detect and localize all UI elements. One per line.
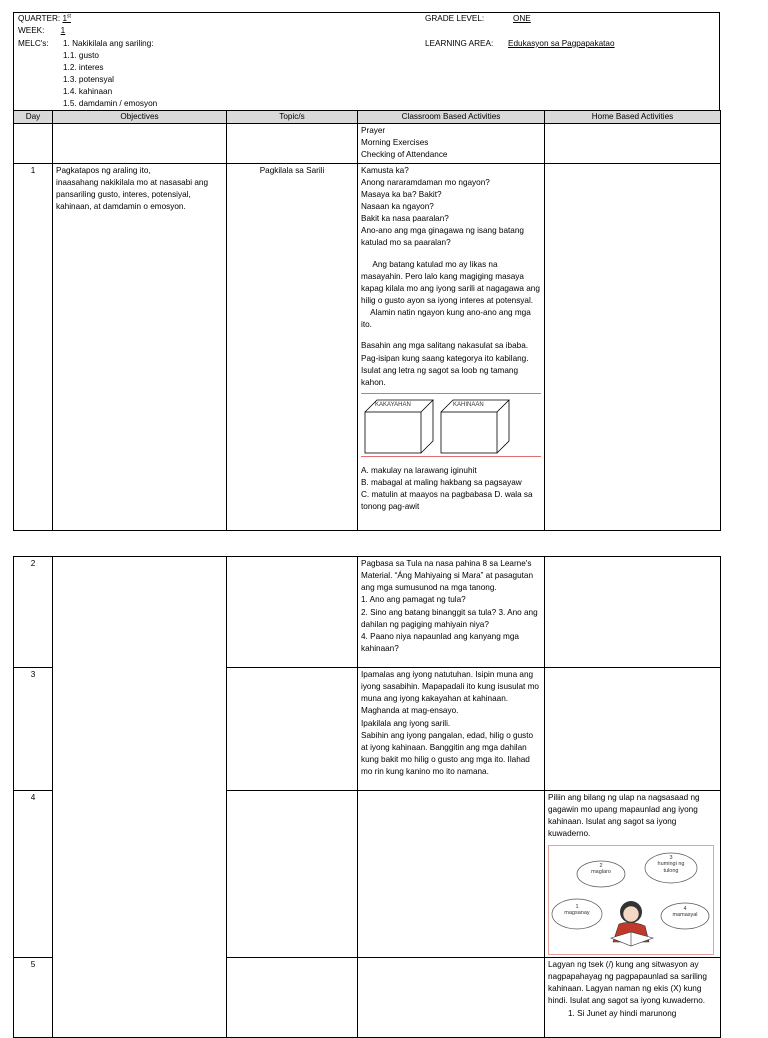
routine-item: Checking of Attendance	[361, 150, 448, 160]
topic-cell	[227, 668, 358, 791]
kakayahan-box	[365, 412, 421, 453]
table-header-row	[14, 111, 721, 124]
column-header-topics: Topic/s	[227, 111, 358, 124]
melc-item: 1.3. potensyal	[63, 75, 114, 84]
quarter-line	[18, 13, 71, 25]
melc-label: MELC's:	[18, 39, 49, 48]
home-activities-cell	[545, 958, 721, 1038]
week-value: 1	[60, 26, 66, 35]
cloud-label: 3 humingi ng tulong	[657, 854, 685, 874]
table-row	[14, 163, 721, 530]
situation-item: 1. Si Junet ay hindi marunong	[568, 1008, 677, 1018]
routine-item: Prayer	[361, 126, 386, 136]
kakayahan-label: KAKAYAHAN	[375, 401, 411, 408]
day-number: 3	[14, 668, 53, 791]
day-number: 1	[14, 163, 53, 530]
quarter-label: QUARTER:	[18, 14, 61, 23]
question-text: Ano-ano ang mga ginagawa ng isang batang katulad mo sa paaralan?	[361, 226, 524, 248]
paragraph-text: Sabihin ang iyong pangalan, edad, hilig o gusto at iyong kahinaan. Banggitin ang mga dahilan kung bakit mo hilig o gusto ang mga ito. Ilahad mo rin kung kanino mo ito namana.	[361, 730, 534, 777]
melc-item: 1.5. damdamin / emosyon	[63, 99, 158, 108]
paragraph-text: Pagbasa sa Tula na nasa pahina 8 sa Learne's Material. “Áng Mahiyaing si Mara” at pasagutan ang mga sumusunod na mga tanong.	[361, 559, 534, 593]
question-text: 2. Sino ang batang binanggit sa tula? 3. Ano ang dahilan ng pagiging mahiyain niya?	[361, 607, 538, 629]
cloud-label: 1 magsanay	[564, 903, 590, 917]
choice-item: C. matulin at maayos na pagbabasa D. wala sa tonong pag-awit	[361, 490, 533, 512]
day-number: 4	[14, 791, 53, 958]
topic-cell	[227, 791, 358, 958]
column-header-objectives: Objectives	[53, 111, 227, 124]
objective-text: inaasahang nakikilala mo at nasasabi ang pansariling gusto, interes, potensiyal, kahinaan, at damdamin o emosyon.	[56, 177, 209, 211]
paragraph-text: Alamin natin ngayon kung ano-ano ang mga ito.	[361, 308, 534, 330]
objective-text: Pagkatapos ng araling ito,	[56, 165, 151, 175]
question-text: 1. Ano ang pamagat ng tula?	[361, 595, 466, 605]
day-number: 2	[14, 557, 53, 668]
question-text: Nasaan ka ngayon?	[361, 201, 434, 211]
week-label: WEEK:	[18, 26, 45, 35]
child-reading-figure	[611, 901, 653, 946]
instruction-text: Piliin ang bilang ng ulap na nagsasaad ng gagawin mo upang mapaunlad ang iyong kahinaan. Isulat ang sagot sa iyong kuwaderno.	[548, 793, 700, 839]
instruction-text: Basahin ang mga salitang nakasulat sa ibaba. Pag-isipan kung saang kategorya ito kabilang. Isulat ang letra ng sagot sa loob ng tamang kahon.	[361, 341, 529, 387]
weekly-plan-table-page2	[13, 556, 721, 1038]
melc-item: 1.1. gusto	[63, 51, 99, 60]
routine-activities	[358, 124, 545, 163]
choice-item: B. mabagal at maling hakbang sa pagsayaw	[361, 478, 522, 488]
column-header-day: Day	[14, 111, 53, 124]
question-text: Anong nararamdaman mo ngayon?	[361, 177, 490, 187]
column-header-home: Home Based Activities	[545, 111, 721, 124]
weekly-plan-table-page1	[13, 110, 721, 531]
kahinaan-label: KAHINAAN	[453, 401, 484, 408]
objectives-cell	[53, 163, 227, 530]
table-row	[14, 557, 721, 668]
learning-area-label: LEARNING AREA:	[425, 39, 494, 48]
category-boxes-figure	[361, 393, 541, 457]
day-number: 5	[14, 958, 53, 1038]
classroom-activities-cell	[358, 163, 545, 530]
home-activities-cell	[545, 791, 721, 958]
classroom-activities-cell	[358, 958, 545, 1038]
paragraph-text: Ipakilala ang iyong sarili.	[361, 718, 451, 728]
paragraph-text: Ipamalas ang iyong natutuhan. Isipin muna ang iyong sasabihin. Mapapadali ito kung isusulat mo muna ang iyong kakayahan at kahinaan. Maghanda at mag-ensayo.	[361, 670, 539, 716]
objectives-cell	[53, 557, 227, 1038]
melc-item: 1. Nakikilala ang sariling:	[63, 39, 154, 48]
question-text: Kamusta ka?	[361, 165, 409, 175]
melc-item: 1.4. kahinaan	[63, 87, 113, 96]
topic-cell	[227, 557, 358, 668]
cloud-label: 2 maglaro	[591, 862, 611, 876]
melc-item: 1.2. interes	[63, 63, 104, 72]
classroom-activities-cell	[358, 791, 545, 958]
question-text: 4. Paano niya napaunlad ang kanyang mga kahinaan?	[361, 631, 519, 653]
kahinaan-box	[441, 412, 497, 453]
question-text: Bakit ka nasa paaralan?	[361, 214, 449, 224]
topic-cell: Pagkilala sa Sarili	[227, 163, 358, 530]
quarter-value: 1st	[62, 13, 71, 23]
classroom-activities-cell	[358, 668, 545, 791]
question-text: Masaya ka ba? Bakit?	[361, 189, 442, 199]
table-row	[14, 124, 721, 163]
classroom-activities-cell	[358, 557, 545, 668]
routine-item: Morning Exercises	[361, 138, 429, 148]
learning-area-value: Edukasyon sa Pagpapakatao	[508, 39, 615, 48]
topic-cell	[227, 958, 358, 1038]
clouds-illustration	[548, 845, 714, 955]
grade-level-value: ONE	[513, 14, 531, 23]
paragraph-text: Ang batang katulad mo ay likas na masayahin. Pero lalo kang magiging masaya kapag kilala mo ang iyong sarili at nagagawa ang hilig o gusto ayon sa iyong interes at potensyal.	[361, 259, 543, 305]
grade-level-label: GRADE LEVEL:	[425, 14, 485, 23]
choice-item: A. makulay na larawang iginuhit	[361, 465, 477, 475]
week-line	[18, 25, 65, 37]
instruction-text: Lagyan ng tsek (/) kung ang sitwasyon ay nagpapahayag ng pagpapaunlad sa sariling kahinaan. Lagyan naman ng ekis (X) kung hindi. Isulat ang sagot sa iyong kuwaderno.	[548, 960, 707, 1006]
cloud-label: 4 mamasyal	[672, 905, 698, 919]
column-header-classroom: Classroom Based Activities	[358, 111, 545, 124]
lesson-header	[13, 12, 720, 110]
